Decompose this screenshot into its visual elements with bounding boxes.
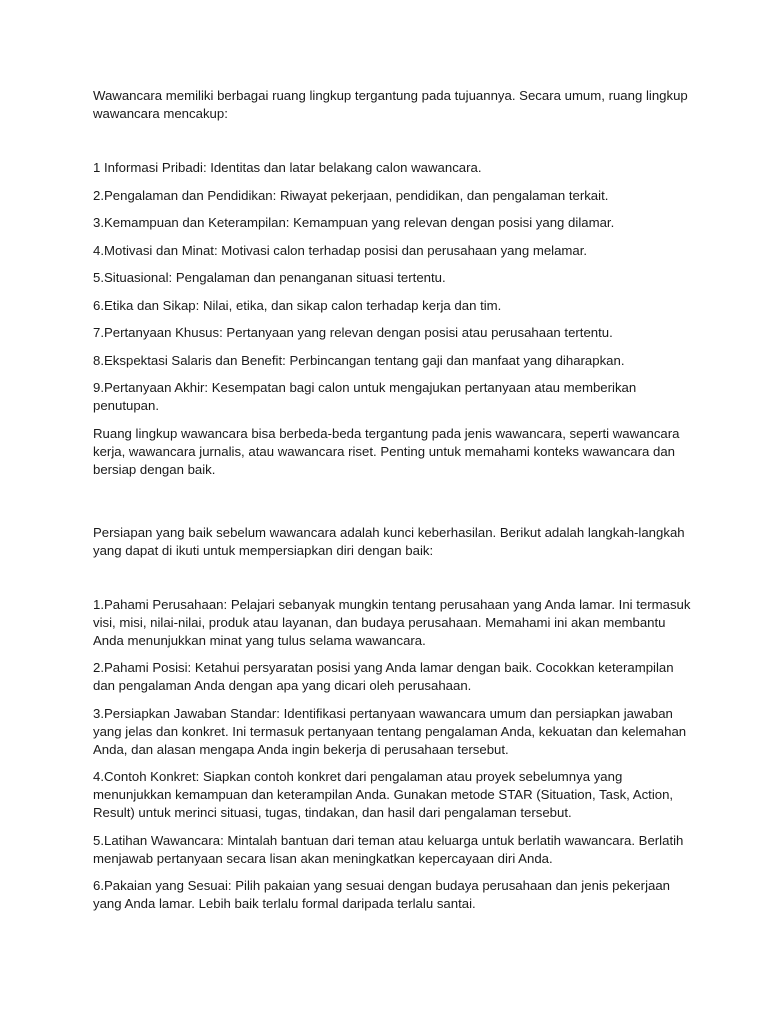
preparation-list-item: 4.Contoh Konkret: Siapkan contoh konkret dari pengalaman atau proyek sebelumnya yang menunjukkan kemampuan dan keterampilan Anda. Gunakan metode STAR (Situation, Task, Action, Result) untuk merinci situasi, tugas, tindakan, dan hasil dari pengalaman tersebut. [93, 769, 674, 820]
scope-list-item: 3.Kemampuan dan Keterampilan: Kemampuan yang relevan dengan posisi yang dilamar. [93, 215, 615, 230]
scope-list-item: 4.Motivasi dan Minat: Motivasi calon terhadap posisi dan perusahaan yang melamar. [93, 242, 588, 258]
scope-list-item: 9.Pertanyaan Akhir: Kesempatan bagi calon untuk mengajukan pertanyaan atau memberikan penutupan. [93, 380, 637, 413]
scope-closing-paragraph: Ruang lingkup wawancara bisa berbeda-beda tergantung pada jenis wawancara, seperti wawancara kerja, wawancara jurnalis, atau wawancara riset. Penting untuk memahami konteks wawancara dan bersiap dengan baik. [93, 425, 680, 477]
scope-list-item: 6.Etika dan Sikap: Nilai, etika, dan sikap calon terhadap kerja dan tim. [93, 297, 502, 313]
preparation-list-item: 6.Pakaian yang Sesuai: Pilih pakaian yang sesuai dengan budaya perusahaan dan jenis pekerjaan yang Anda lamar. Lebih baik terlalu formal daripada terlalu santai. [93, 878, 671, 911]
scope-list-item: 8.Ekspektasi Salaris dan Benefit: Perbincangan tentang gaji dan manfaat yang diharapkan. [93, 352, 625, 368]
preparation-list-item: 5.Latihan Wawancara: Mintalah bantuan dari teman atau keluarga untuk berlatih wawancara. Berlatih menjawab pertanyaan secara lisan akan meningkatkan kepercayaan diri Anda. [93, 832, 684, 866]
preparation-intro-paragraph: Persiapan yang baik sebelum wawancara adalah kunci keberhasilan. Berikut adalah langkah-langkah yang dapat di ikuti untuk mempersiapkan diri dengan baik: [93, 524, 685, 558]
preparation-list-item: 1.Pahami Perusahaan: Pelajari sebanyak mungkin tentang perusahaan yang Anda lamar. Ini termasuk visi, misi, nilai-nilai, produk atau layanan, dan budaya perusahaan. Memahami ini akan membantu Anda menunjukkan minat yang tulus selama wawancara. [93, 596, 691, 648]
preparation-list-item: 2.Pahami Posisi: Ketahui persyaratan posisi yang Anda lamar dengan baik. Cocokkan keterampilan dan pengalaman Anda dengan apa yang dicari oleh perusahaan. [93, 660, 674, 693]
scope-list-item: 5.Situasional: Pengalaman dan penanganan situasi tertentu. [93, 270, 446, 285]
scope-list-item: 7.Pertanyaan Khusus: Pertanyaan yang relevan dengan posisi atau perusahaan tertentu. [93, 325, 613, 340]
document-body [93, 87, 693, 913]
scope-list-item: 2.Pengalaman dan Pendidikan: Riwayat pekerjaan, pendidikan, dan pengalaman terkait. [93, 187, 609, 203]
scope-list-item: 1 Informasi Pribadi: Identitas dan latar belakang calon wawancara. [93, 160, 482, 175]
scope-intro-paragraph: Wawancara memiliki berbagai ruang lingkup tergantung pada tujuannya. Secara umum, ruang lingkup wawancara mencakup: [93, 88, 688, 121]
preparation-list-item: 3.Persiapkan Jawaban Standar: Identifikasi pertanyaan wawancara umum dan persiapkan jawaban yang jelas dan konkret. Ini termasuk pertanyaan tentang pengalaman Anda, kekuatan dan kelemahan Anda, dan alasan mengapa Anda ingin bekerja di perusahaan tersebut. [93, 705, 687, 757]
